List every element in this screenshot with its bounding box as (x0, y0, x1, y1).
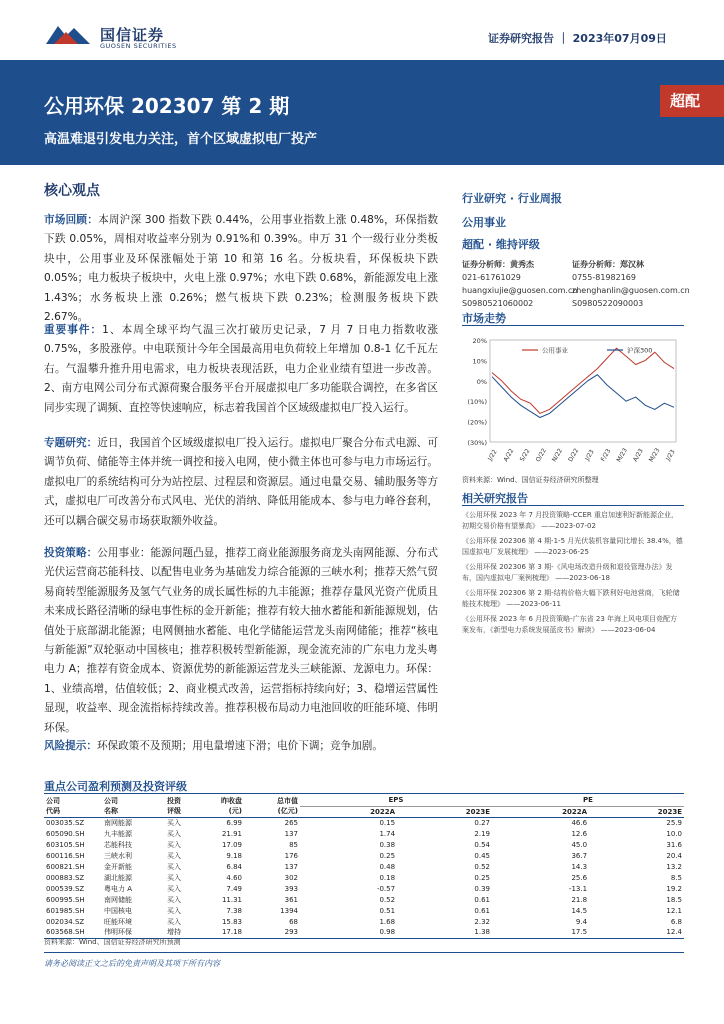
table-cell: 003035.SZ (46, 818, 85, 827)
section-market-review (44, 211, 438, 327)
table-cell: 361 (284, 895, 298, 904)
table-cell: 21.91 (221, 829, 242, 838)
table-cell: 000539.SZ (46, 884, 85, 893)
table-cell: 6.99 (226, 818, 242, 827)
related-reports-list (462, 510, 684, 640)
analyst-card (462, 258, 577, 310)
analyst-name: 黄秀杰 (510, 260, 534, 269)
analyst-email: huangxiujie@guosen.com.cn (462, 286, 578, 295)
section-text: 公用事业：能源问题凸显，推荐工商业能源服务商龙头南网能源、分布式光伏运营商芯能科技、以配售电业务为基础发力综合能源的三峡水利；推荐天然气贸易商转型能源服务及氢气气业务的成长属性标的九丰能源；推荐存量风光资产优质且未来成长路径清晰的绿电事性标的金开新能；推荐有较大抽水蓄能和新能源规划，估值处于底部湖北能源；电网侧抽水蓄能、电化学储能运营龙头南网储能；推荐“核电与新能源”双轮驱动中国核电；推荐积极转型新能源，现金流充沛的广东电力龙头粤电力 A；推荐有资金成本、资源优势的新能源运营龙头三峡能源、龙源电力。环保：1、业绩高增，估值较低；2、商业模式改善，运营指标持续向好；3、稳增运营属性显现，收益率、现金流指标持续改善。推荐积极布局动力电池回收的旺能环境、伟明环保。 (44, 547, 439, 734)
table-cell: 伟明环保 (102, 927, 154, 938)
divider (44, 952, 684, 953)
related-report-link[interactable]: 《公用环保 202306 第 4 期-1-5 月光伏装机容量同比增长 38.4%，德国虚拟电厂发展梳理》 ——2023-06-25 (462, 537, 683, 556)
report-type-date: 证券研究报告 ｜ 2023年07月09日 (488, 32, 667, 45)
x-tick-label: J/22 (486, 448, 499, 462)
x-tick-label: M/23 (647, 447, 662, 464)
x-tick-label: S/22 (518, 447, 532, 463)
table-cell: 9.18 (226, 851, 242, 860)
table-cell: 0.45 (474, 851, 490, 860)
table-cell: 600821.SH (46, 862, 85, 871)
related-report-link[interactable]: 《公用环保 202306 第 3 期-《风电场改造升级和退役管理办法》发布，国内虚拟电厂案例梳理》 ——2023-06-18 (462, 563, 673, 582)
table-cell: 600995.SH (46, 895, 85, 904)
table-cell: 603105.SH (46, 840, 85, 849)
table-cell: 0.61 (474, 895, 490, 904)
table-cell: 17.18 (194, 927, 244, 938)
table-cell: 17.09 (221, 840, 242, 849)
table-row (44, 817, 684, 828)
col-header: 公司 (46, 796, 60, 805)
industry-tag: 行业研究 · 行业周报 (462, 192, 562, 205)
table-cell: 买入 (167, 873, 181, 882)
x-tick-label: D/22 (567, 447, 581, 464)
table-body (44, 817, 684, 938)
table-cell: 8.5 (670, 873, 682, 882)
col-header: 2022A (300, 806, 397, 817)
table-title: 重点公司盈利预测及投资评级 (44, 780, 187, 793)
analyst-email: zhenghanlin@guosen.com.cn (572, 286, 690, 295)
col-header: 总市值 (277, 796, 298, 805)
report-title: 公用环保 202307 第 2 期 (44, 94, 290, 118)
table-cell: 0.61 (474, 906, 490, 915)
table-cell: 0.18 (379, 873, 396, 882)
table-cell: 25.9 (666, 818, 682, 827)
table-cell: 0.98 (300, 927, 397, 938)
x-tick-label: O/22 (534, 447, 548, 464)
table-cell: 18.5 (666, 895, 682, 904)
table-cell: 6.84 (226, 862, 242, 871)
table-cell: 1.38 (397, 927, 492, 938)
table-cell: 302 (284, 873, 298, 882)
table-cell: 000883.SZ (46, 873, 85, 882)
market-trend-chart (462, 330, 684, 472)
table-cell: 买入 (167, 840, 181, 849)
table-cell: 0.39 (474, 884, 490, 893)
table-cell: 19.2 (666, 884, 682, 893)
related-report-link[interactable]: 《公用环保 202306 第 2 期-结构价格大幅下跌利好电池营商，飞轮储能技术梳理》 ——2023-06-11 (462, 589, 680, 608)
table-cell: 13.2 (666, 862, 682, 871)
x-tick-label: M/23 (615, 447, 629, 464)
table-cell: 7.38 (226, 906, 242, 915)
table-row (44, 861, 684, 872)
table-cell: 6.8 (670, 917, 682, 926)
table-cell: -13.1 (568, 884, 588, 893)
section-lead: 重要事件： (44, 324, 103, 336)
table-cell: 25.6 (571, 873, 588, 882)
section-text: 环保政策不及预期；用电量增速下滑；电价下调；竞争加剧。 (96, 740, 383, 752)
table-row (44, 839, 684, 850)
table-cell: 20.4 (666, 851, 682, 860)
legend-label: 沪深300 (627, 346, 653, 355)
table-cell: 买入 (167, 862, 181, 871)
table-cell: 0.25 (474, 873, 490, 882)
table-cell: 九丰能源 (104, 829, 132, 838)
table-cell: 0.52 (474, 862, 490, 871)
section-investment-strategy (44, 544, 438, 738)
rating-tab: 超配 (660, 85, 724, 117)
table-cell: 600116.SH (46, 851, 85, 860)
table-cell: 603568.SH (44, 927, 102, 938)
table-cell: 1394 (280, 906, 298, 915)
col-header: 昨收盘 (221, 796, 242, 805)
table-cell: 买入 (167, 829, 181, 838)
x-tick-label: N/22 (550, 447, 564, 464)
y-tick-label: 20% (472, 337, 487, 345)
table-cell: 46.6 (571, 818, 588, 827)
table-source: 资料来源：Wind、国信证券经济研究所预测 (44, 938, 181, 946)
earnings-forecast-table (44, 795, 684, 939)
table-cell: 10.0 (666, 829, 682, 838)
table-cell: 17.5 (492, 927, 589, 938)
table-cell: 11.31 (221, 895, 242, 904)
table-cell: 12.1 (666, 906, 682, 915)
analyst-label: 证券分析师： (572, 260, 620, 269)
section-lead: 专题研究： (44, 437, 98, 449)
col-header: 名称 (102, 806, 154, 817)
x-tick-label: J/23 (583, 448, 596, 462)
table-cell: 31.6 (666, 840, 682, 849)
table-row (44, 872, 684, 883)
table-cell: 买入 (167, 818, 181, 827)
section-text: 1、本周全球平均气温三次打破历史记录，7 月 7 日电力指数收涨 0.75%，多股涨停。中电联预计今年全国最高用电负荷较上年增加 0.8-1 亿千瓦左右。气温攀升推升用电需求，电力板块表现活跃，电力企业业绩有望进一步改善。2、南方电网公司分布式源荷聚合服务平台开展虚拟电厂多功能联合调控，在多省区同步实现了调频、直控等快速响应，标志着我国首个区域级虚拟电厂投入运行。 (44, 324, 438, 414)
table-cell: 0.25 (379, 851, 396, 860)
table-cell: 0.38 (379, 840, 396, 849)
y-tick-label: (10%) (467, 398, 487, 407)
section-lead: 市场回顾： (44, 214, 99, 226)
table-cell: 7.49 (226, 884, 242, 893)
section-lead: 风险提示： (44, 740, 97, 752)
table-cell: 14.5 (571, 906, 588, 915)
table-cell: 0.27 (474, 818, 490, 827)
table-row (44, 894, 684, 905)
table-row (44, 883, 684, 894)
x-tick-label: A/22 (502, 447, 516, 463)
table-cell: 12.4 (589, 927, 684, 938)
table-cell: 4.60 (226, 873, 242, 882)
table-cell: 买入 (167, 895, 181, 904)
table-cell: 中国核电 (104, 906, 132, 915)
y-tick-label: 10% (472, 357, 487, 366)
table-cell: 9.4 (575, 917, 588, 926)
table-cell: -0.57 (376, 884, 396, 893)
table-row (44, 916, 684, 927)
table-cell: 176 (284, 851, 298, 860)
y-tick-label: (20%) (467, 418, 487, 427)
table-row (44, 828, 684, 839)
divider (462, 505, 684, 506)
table-cell: 旺能环境 (104, 917, 132, 926)
sector-name: 公用事业 (462, 216, 506, 229)
chart-source: 资料来源：Wind、国信证券经济研究所整理 (462, 476, 599, 484)
brand-name-cn: 国信证券 (100, 26, 165, 44)
table-cell: 002034.SZ (46, 917, 85, 926)
plot-frame (490, 340, 676, 442)
col-header: 2022A (492, 806, 589, 817)
table-cell: 芯能科技 (104, 840, 132, 849)
col-header-pe: PE (492, 795, 684, 806)
table-row (44, 905, 684, 916)
section-key-events (44, 321, 438, 418)
section-text: 近日，我国首个区域级虚拟电厂投入运行。虚拟电厂聚合分布式电源、可调节负荷、储能等主体并统一调控和接入电网，使小微主体也可参与电力市场运行。虚拟电厂的系统结构可分为站控层、过程层和资源层。通过电量交易、辅助服务等方式，虚拟电厂可改善分布式风电、光伏的消纳、降低用能成本、参与电力峰谷套利，还可以耦合碳交易市场获取额外收益。 (44, 437, 439, 527)
related-report-link[interactable]: 《公用环保 2023 年 7 月投资策略-CCER 重启加速利好新能源企业，初期交易价格有望暴高》 ——2023-07-02 (462, 511, 678, 530)
table-cell: 137 (284, 829, 298, 838)
table-cell: 605090.SH (46, 829, 85, 838)
analyst-card (572, 258, 690, 310)
table-cell: 137 (284, 862, 298, 871)
table-cell: 85 (289, 840, 298, 849)
table-cell: 393 (284, 884, 298, 893)
table-cell: 南网能源 (104, 818, 132, 827)
report-subtitle: 高温难退引发电力关注，首个区域虚拟电厂投产 (44, 132, 318, 147)
analyst-cert: S0980522090003 (572, 299, 644, 308)
table-cell: 1.68 (379, 917, 396, 926)
table-cell: 15.83 (221, 917, 242, 926)
legend-label: 公用事业 (542, 346, 568, 355)
table-cell: 21.8 (571, 895, 588, 904)
table-cell: 2.32 (474, 917, 490, 926)
table-cell: 金开新能 (104, 862, 132, 871)
related-report-link[interactable]: 《公用环保 2023 年 6 月投资策略-广东省 23 年海上风电项目竞配方案发布，《新型电力系统发展蓝皮书》解读》 ——2023-06-04 (462, 615, 678, 634)
analyst-cert: S0980521060002 (462, 299, 534, 308)
table-cell: 湖北能源 (104, 873, 132, 882)
col-header-eps: EPS (300, 795, 492, 806)
table-cell: 买入 (167, 884, 181, 893)
analyst-phone: 021-61761029 (462, 273, 521, 282)
table-cell: 14.3 (571, 862, 588, 871)
table-cell: 0.15 (379, 818, 396, 827)
x-tick-label: A/23 (631, 447, 645, 463)
table-cell: 265 (284, 818, 298, 827)
section-lead: 投资策略： (44, 547, 98, 559)
table-cell: 0.48 (379, 862, 396, 871)
section-special-research (44, 434, 438, 531)
analyst-phone: 0755-81982169 (572, 273, 636, 282)
col-header: 评级 (154, 806, 194, 817)
table-cell: 293 (244, 927, 300, 938)
table-cell: 12.6 (571, 829, 588, 838)
table-cell: 0.54 (474, 840, 490, 849)
footer-disclaimer: 请务必阅读正文之后的免责声明及其项下所有内容 (44, 959, 220, 968)
brand-name-en: GUOSEN SECURITIES (100, 42, 177, 50)
x-tick-label: J/23 (664, 448, 677, 462)
table-cell: 南网储能 (104, 895, 132, 904)
section-text: 本周沪深 300 指数下跌 0.44%，公用事业指数上涨 0.48%，环保指数下跌 0.05%，周相对收益率分别为 0.91%和 0.39%。申万 31 个一级行业分类板块中，公用事业及环保涨幅处于第 10 和第 16 名。分板块看，环保板块下跌 0.05%；电力板块子板块中，火电上涨 0.97%；水电下跌 0.68%，新能源发电上涨 1.43%；水务板块上涨 0.26%；燃气板块下跌 0.23%；检测服务板块下跌 2.67%。 (44, 214, 439, 324)
table-cell: 36.7 (571, 851, 588, 860)
col-header: 公司 (104, 796, 118, 805)
table-cell: 三峡水利 (104, 851, 132, 860)
core-views-title: 核心观点 (44, 183, 100, 199)
y-tick-label: (30%) (467, 439, 487, 447)
table-cell: 1.74 (379, 829, 396, 838)
divider (44, 793, 684, 794)
table-cell: 买入 (167, 851, 181, 860)
divider (462, 325, 684, 326)
table-cell: 粤电力 A (104, 884, 133, 893)
analyst-name: 郑汉林 (620, 260, 644, 269)
table-cell: 45.0 (571, 840, 588, 849)
table-cell: 增持 (154, 927, 194, 938)
related-reports-title: 相关研究报告 (462, 492, 528, 505)
table-cell: 0.52 (379, 895, 396, 904)
rating-label: 超配 · 维持评级 (462, 238, 540, 251)
table-cell: 601985.SH (46, 906, 85, 915)
y-tick-label: 0% (476, 377, 487, 386)
guosen-logo-icon (44, 22, 92, 48)
table-cell: 2.19 (474, 829, 490, 838)
col-header: 投资 (167, 796, 181, 805)
col-header: 2023E (589, 806, 684, 817)
section-risk-warning (44, 737, 438, 756)
col-header: (亿元) (244, 806, 300, 817)
col-header: (元) (194, 806, 244, 817)
table-cell: 买入 (167, 906, 181, 915)
market-trend-title: 市场走势 (462, 312, 506, 325)
col-header: 代码 (44, 806, 102, 817)
table-row (44, 850, 684, 861)
x-tick-label: F/23 (599, 447, 613, 463)
col-header: 2023E (397, 806, 492, 817)
table-cell: 68 (289, 917, 298, 926)
table-cell: 0.51 (379, 906, 396, 915)
table-cell: 买入 (167, 917, 181, 926)
analyst-label: 证券分析师： (462, 260, 510, 269)
